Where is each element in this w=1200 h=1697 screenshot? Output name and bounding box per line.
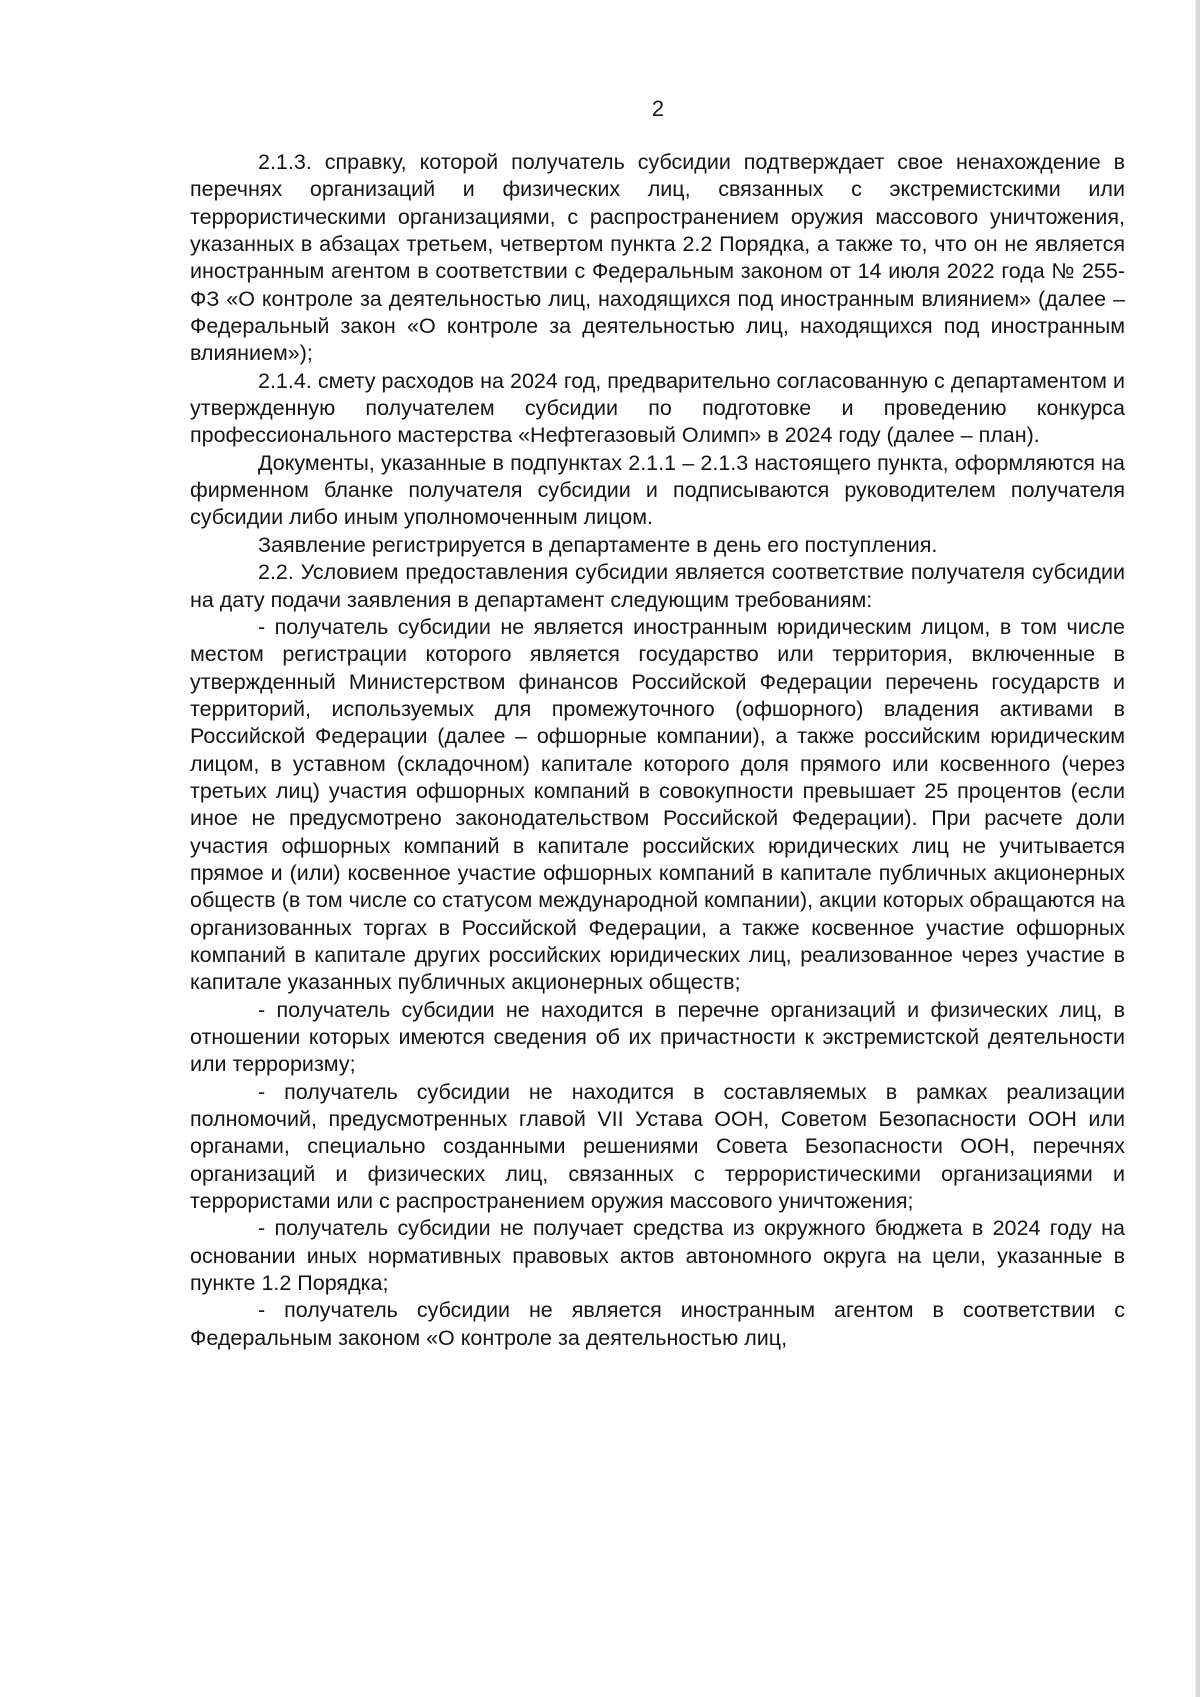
requirement-foreign-agent: - получатель субсидии не является иностранным агентом в соответствии с Федеральным законом «О контроле за деятельностью лиц, [190,1298,1125,1350]
page-number: 2 [651,96,665,121]
paragraph-documents-note: Документы, указанные в подпунктах 2.1.1 – 2.1.3 настоящего пункта, оформляются на фирменном бланке получателя субсидии и подписываются руководителем получателя субсидии либо иным уполномоченным лицом. [190,450,1125,530]
requirement-offshore: - получатель субсидии не является иностранным юридическим лицом, в том числе местом регистрации которого является государство или территория, включенные в утвержденный Министерством финансов Российской Федерации перечень государств и территорий, используемых для промежуточного (офшорного) владения активами в Российской Федерации (далее – офшорные компании), а также российским юридическим лицом, в уставном (складочном) капитале которого доля прямого или косвенного (через третьих лиц) участия офшорных компаний в совокупности превышает 25 процентов (если иное не предусмотрено законодательством Российской Федерации). При расчете доли участия офшорных компаний в капитале российских юридических лиц не учитывается прямое и (или) косвенное участие офшорных компаний в капитале публичных акционерных обществ (в том числе со статусом международной компании), акции которых обращаются на организованных торгах в Российской Федерации, а также косвенное участие офшорных компаний в капитале других российских юридических лиц, реализованное через участие в капитале указанных публичных акционерных обществ; [190,614,1125,995]
paragraph-registration: Заявление регистрируется в департаменте в день его поступления. [258,532,938,557]
requirement-extremism-list: - получатель субсидии не находится в перечне организаций и физических лиц, в отношении которых имеются сведения об их причастности к экстремистской деятельности или терроризму; [190,997,1125,1077]
scan-edge [1196,0,1200,1697]
paragraph-2-2: 2.2. Условием предоставления субсидии является соответствие получателя субсидии на дату подачи заявления в департамент следующим требованиям: [190,560,1125,612]
paragraph-2-1-4: 2.1.4. смету расходов на 2024 год, предварительно согласованную с департаментом и утвержденную получателем субсидии по подготовке и проведению конкурса профессионального мастерства «Нефтегазовый Олимп» в 2024 году (далее – план). [190,368,1125,448]
requirement-budget-funds: - получатель субсидии не получает средства из окружного бюджета в 2024 году на основании иных нормативных правовых актов автономного округа на цели, указанные в пункте 1.2 Порядка; [190,1216,1125,1296]
document-body [190,149,1125,1352]
paragraph-2-1-3: 2.1.3. справку, которой получатель субсидии подтверждает свое ненахождение в перечнях организаций и физических лиц, связанных с экстремистскими или террористическими организациями, с распространением оружия массового уничтожения, указанных в абзацах третьем, четвертом пункта 2.2 Порядка, а также то, что он не является иностранным агентом в соответствии с Федеральным законом от 14 июля 2022 года № 255-ФЗ «О контроле за деятельностью лиц, находящихся под иностранным влиянием» (далее – Федеральный закон «О контроле за деятельностью лиц, находящихся под иностранным влиянием»); [190,150,1125,366]
requirement-un-lists: - получатель субсидии не находится в составляемых в рамках реализации полномочий, предусмотренных главой VII Устава ООН, Советом Безопасности ООН или органами, специально созданными решениями Совета Безопасности ООН, перечнях организаций и физических лиц, связанных с террористическими организациями и террористами или с распространением оружия массового уничтожения; [190,1079,1125,1214]
